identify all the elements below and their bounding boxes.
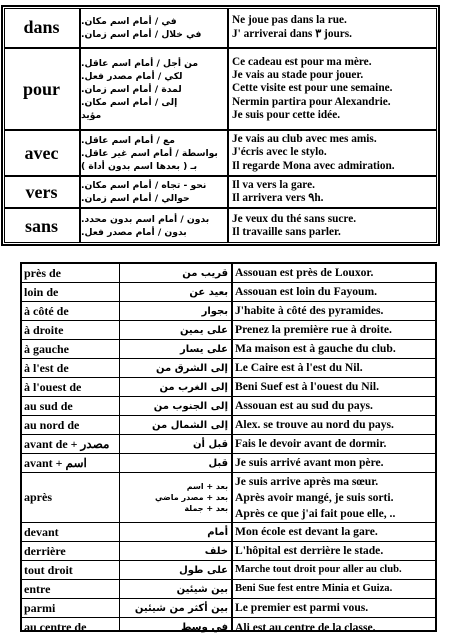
arabic-meaning: بجوار bbox=[201, 305, 228, 317]
preposition-examples: Ce cadeau est pour ma mère. Je vais au stade pour jouer. Cette visite est pour une semaine. Nermin partira pour Alexandrie. Je suis pour cette idée. bbox=[232, 55, 393, 121]
locution-term: à droite bbox=[24, 322, 64, 337]
arabic-meaning: بعد + مصدر ماضي bbox=[154, 493, 228, 502]
preposition-examples: Je veux du thé sans sucre. Il travaille sans parler. bbox=[232, 212, 357, 238]
locution-arabic bbox=[120, 283, 232, 301]
table-row bbox=[20, 599, 437, 617]
locution-arabic bbox=[120, 359, 232, 377]
locution-term: à gauche bbox=[24, 341, 69, 356]
locutions-table bbox=[20, 262, 437, 634]
locution-term: parmi bbox=[24, 600, 56, 615]
locution-term: à l'ouest de bbox=[24, 379, 82, 394]
locution-examples bbox=[232, 473, 437, 522]
locution-examples bbox=[232, 580, 437, 598]
arabic-meaning: قبل bbox=[208, 457, 228, 469]
example-sentence: J'habite à côté des pyramides. bbox=[235, 304, 384, 317]
preposition-word: dans bbox=[23, 17, 60, 37]
table-row bbox=[20, 378, 437, 396]
locution-examples bbox=[232, 454, 437, 472]
locution-arabic bbox=[120, 523, 232, 541]
preposition-arabic: مع / أمام اسم عاقل. بواسطة / أمام اسم غير عاقل. بـ ( بعدها اسم بدون أداة ) bbox=[81, 134, 218, 172]
locution-arabic bbox=[120, 264, 232, 282]
locution-examples bbox=[232, 542, 437, 560]
locution-term: derrière bbox=[24, 543, 66, 558]
arabic-meaning: بعد + اسم bbox=[186, 482, 228, 491]
locution-examples bbox=[232, 435, 437, 453]
locution-term: devant bbox=[24, 524, 59, 539]
locution-examples bbox=[232, 283, 437, 301]
locution-term: loin de bbox=[24, 284, 59, 299]
locution-term: au centre de bbox=[24, 620, 87, 634]
table-row bbox=[20, 435, 437, 453]
table-row bbox=[20, 359, 437, 377]
preposition-word: sans bbox=[24, 215, 59, 236]
locution-arabic bbox=[120, 321, 232, 339]
preposition-examples: Ne joue pas dans la rue. J' arriverai dans ٣ jours. bbox=[232, 14, 352, 40]
locution-examples bbox=[232, 561, 437, 579]
locution-examples bbox=[232, 340, 437, 358]
table-row bbox=[20, 561, 437, 579]
arabic-meaning: على طول bbox=[179, 564, 228, 576]
arabic-meaning: إلى الغرب من bbox=[159, 381, 228, 393]
locution-arabic bbox=[120, 542, 232, 560]
preposition-arabic: في / أمام اسم مكان. في خلال / أمام اسم زمان. bbox=[81, 15, 202, 40]
example-sentence: Prenez la première rue à droite. bbox=[235, 323, 392, 336]
prepositions-table bbox=[1, 5, 440, 246]
preposition-examples: Je vais au club avec mes amis. J'écris avec le stylo. Il regarde Mona avec admiration. bbox=[232, 133, 395, 172]
table-row bbox=[20, 542, 437, 560]
arabic-meaning: بعد + جملة bbox=[184, 504, 228, 513]
locution-examples bbox=[232, 302, 437, 320]
preposition-arabic: بدون / أمام اسم بدون محدد. بدون / أمام مصدر فعل. bbox=[81, 214, 210, 238]
table-row bbox=[20, 321, 437, 339]
locution-arabic bbox=[120, 618, 232, 637]
arabic-meaning: بعيد عن bbox=[189, 286, 228, 298]
example-sentence: Après avoir mangé, je suis sorti. bbox=[235, 490, 394, 504]
table-row bbox=[20, 618, 437, 637]
example-sentence: Je suis arrivé avant mon père. bbox=[235, 456, 384, 469]
table-row bbox=[20, 473, 437, 522]
locution-arabic bbox=[120, 599, 232, 617]
table-row bbox=[20, 264, 437, 282]
example-sentence: Après ce que j'ai fait poue elle, .. bbox=[235, 506, 396, 520]
example-sentence: Ma maison est à gauche du club. bbox=[235, 342, 396, 355]
locution-term: à côté de bbox=[24, 303, 69, 318]
example-sentence: Je suis arrive après ma sœur. bbox=[235, 474, 379, 488]
locution-examples bbox=[232, 359, 437, 377]
arabic-meaning: قبل أن bbox=[193, 438, 228, 450]
arabic-meaning: إلى الشرق من bbox=[156, 362, 228, 374]
arabic-meaning: بين شيئين bbox=[176, 583, 228, 595]
locution-term: tout droit bbox=[24, 562, 73, 577]
example-sentence: Beni Suef est à l'ouest du Nil. bbox=[235, 380, 379, 393]
locution-term: après bbox=[24, 490, 52, 504]
preposition-word: pour bbox=[22, 78, 60, 99]
preposition-examples: Il va vers la gare. Il arrivera vers ٩h. bbox=[232, 178, 324, 204]
arabic-meaning: إلى الشمال من bbox=[152, 419, 228, 431]
example-sentence: Alex. se trouve au nord du pays. bbox=[235, 418, 394, 431]
table-row bbox=[20, 523, 437, 541]
locution-term: avant + اسم bbox=[24, 455, 87, 470]
locution-term: près de bbox=[24, 265, 61, 280]
arabic-meaning: على يمين bbox=[179, 324, 228, 336]
locution-term: au sud de bbox=[24, 398, 73, 413]
example-sentence: Mon école est devant la gare. bbox=[235, 525, 378, 538]
locution-term: au nord de bbox=[24, 417, 80, 432]
arabic-meaning: قريب من bbox=[182, 267, 228, 279]
table-row bbox=[20, 454, 437, 472]
example-sentence: Fais le devoir avant de dormir. bbox=[235, 437, 387, 450]
example-sentence: Le Caire est à l'est du Nil. bbox=[235, 361, 363, 374]
locution-examples bbox=[232, 321, 437, 339]
preposition-word: avec bbox=[24, 142, 59, 163]
example-sentence: Assouan est au sud du pays. bbox=[235, 399, 373, 412]
locution-term: avant de + مصدر bbox=[24, 436, 110, 451]
arabic-meaning: بين أكثر من شيئين bbox=[134, 602, 228, 614]
table-row bbox=[20, 283, 437, 301]
locution-arabic bbox=[120, 378, 232, 396]
example-sentence: Le premier est parmi vous. bbox=[235, 601, 369, 614]
locution-arabic bbox=[120, 473, 232, 522]
locution-term: entre bbox=[24, 581, 51, 596]
example-sentence: L'hôpital est derrière le stade. bbox=[235, 544, 384, 557]
preposition-word: vers bbox=[25, 181, 58, 202]
locution-arabic bbox=[120, 340, 232, 358]
table-row bbox=[20, 580, 437, 598]
table-row bbox=[20, 416, 437, 434]
locution-arabic bbox=[120, 580, 232, 598]
locution-term: à l'est de bbox=[24, 360, 69, 375]
locution-arabic bbox=[120, 416, 232, 434]
arabic-meaning: خلف bbox=[204, 545, 228, 557]
arabic-meaning: إلى الجنوب من bbox=[153, 400, 228, 412]
example-sentence: Assouan est loin du Fayoum. bbox=[235, 285, 378, 298]
arabic-meaning: أمام bbox=[207, 526, 228, 538]
preposition-arabic: من أجل / أمام اسم عاقل. لكي / أمام مصدر فعل. لمدة / أمام اسم زمان. إلى / أمام اسم مكان. مؤيد bbox=[81, 57, 199, 121]
locution-examples bbox=[232, 378, 437, 396]
example-sentence: Ali est au centre de la classe. bbox=[235, 620, 376, 634]
locution-examples bbox=[232, 416, 437, 434]
arabic-meaning: في وسط bbox=[181, 622, 228, 633]
locution-arabic bbox=[120, 561, 232, 579]
locution-arabic bbox=[120, 454, 232, 472]
locution-arabic bbox=[120, 435, 232, 453]
locution-examples bbox=[232, 523, 437, 541]
table-row bbox=[20, 340, 437, 358]
preposition-arabic: نحو - تجاه / أمام اسم مكان. حوالي / أمام اسم زمان. bbox=[81, 180, 207, 204]
example-sentence: Beni Sue fest entre Minia et Guiza. bbox=[235, 583, 393, 594]
example-sentence: Marche tout droit pour aller au club. bbox=[235, 564, 402, 575]
locution-examples bbox=[232, 264, 437, 282]
locution-examples bbox=[232, 618, 437, 637]
table-row bbox=[20, 397, 437, 415]
example-sentence: Assouan est près de Louxor. bbox=[235, 266, 374, 279]
arabic-meaning: على يسار bbox=[180, 343, 228, 355]
locution-examples bbox=[232, 599, 437, 617]
table-row bbox=[20, 302, 437, 320]
locution-examples bbox=[232, 397, 437, 415]
locution-arabic bbox=[120, 397, 232, 415]
locution-arabic bbox=[120, 302, 232, 320]
